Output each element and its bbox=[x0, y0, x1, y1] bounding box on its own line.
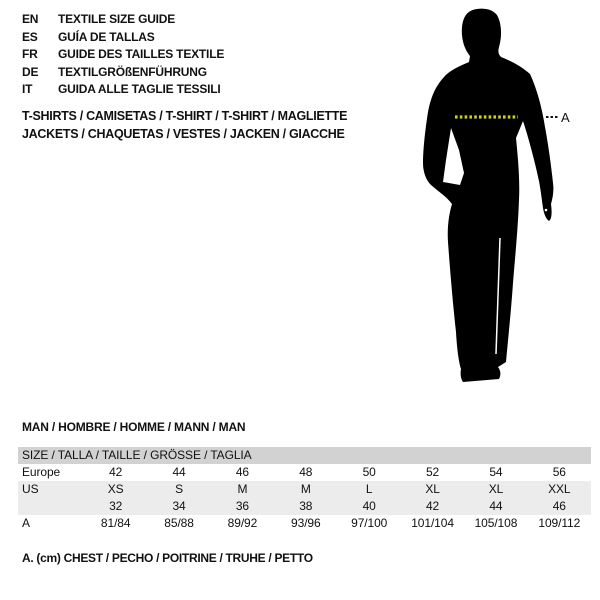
table-header: SIZE / TALLA / TAILLE / GRÖSSE / TAGLIA bbox=[18, 447, 591, 464]
table-cell: 97/100 bbox=[351, 516, 388, 530]
language-row-it bbox=[22, 81, 224, 99]
table-cell: XXL bbox=[548, 482, 571, 496]
table-cell: 93/96 bbox=[291, 516, 321, 530]
language-text: GUÍA DE TALLAS bbox=[58, 29, 155, 44]
language-code: IT bbox=[22, 82, 33, 96]
table-cell: 44 bbox=[172, 465, 186, 479]
language-row-de bbox=[22, 64, 224, 82]
language-row-en bbox=[22, 11, 224, 29]
table-cell: 42 bbox=[425, 499, 440, 513]
language-text: GUIDA ALLE TAGLIE TESSILI bbox=[58, 82, 221, 96]
language-row-fr bbox=[22, 46, 224, 64]
table-cell: M bbox=[300, 482, 311, 496]
table-cell: XL bbox=[488, 482, 504, 496]
table-cell: 32 bbox=[109, 499, 123, 513]
table-cell: 101/104 bbox=[411, 516, 454, 530]
table-cell: 36 bbox=[235, 499, 250, 513]
product-line-tshirts: T-SHIRTS / CAMISETAS / T-SHIRT / T-SHIRT / MAGLIETTE bbox=[22, 109, 348, 123]
row-label: Europe bbox=[22, 465, 61, 479]
language-text: GUIDE DES TAILLES TEXTILE bbox=[58, 47, 225, 61]
language-list bbox=[22, 11, 224, 99]
table-cell: 38 bbox=[299, 499, 313, 513]
table-cell: S bbox=[175, 482, 184, 496]
table-cell: 54 bbox=[489, 465, 503, 479]
man-silhouette bbox=[400, 0, 600, 400]
table-cell: XS bbox=[107, 482, 124, 496]
table-cell: 81/84 bbox=[100, 516, 131, 530]
size-table bbox=[18, 447, 591, 532]
language-text: TEXTILE SIZE GUIDE bbox=[58, 12, 176, 26]
table-cell: 52 bbox=[425, 465, 440, 479]
language-row-es bbox=[22, 29, 224, 47]
table-cell: 46 bbox=[235, 465, 250, 479]
table-row-us-letters bbox=[18, 481, 591, 498]
measure-a-label: A bbox=[561, 110, 570, 125]
table-cell: 44 bbox=[489, 499, 503, 513]
row-label: A bbox=[22, 516, 30, 530]
language-code: ES bbox=[22, 29, 38, 44]
table-cell: 46 bbox=[552, 499, 566, 513]
row-label: US bbox=[22, 482, 39, 496]
table-cell: 40 bbox=[362, 499, 376, 513]
table-cell: 50 bbox=[362, 465, 376, 479]
section-title-man: MAN / HOMBRE / HOMME / MANN / MAN bbox=[22, 420, 246, 434]
language-code: EN bbox=[22, 12, 39, 26]
table-cell: 105/108 bbox=[474, 516, 518, 530]
table-cell: 34 bbox=[172, 499, 186, 513]
table-row-europe bbox=[18, 464, 591, 481]
row-label bbox=[18, 498, 84, 515]
table-cell: 56 bbox=[552, 465, 566, 479]
table-cell: M bbox=[237, 482, 248, 496]
language-text: TEXTILGRÖßENFÜHRUNG bbox=[58, 64, 207, 79]
table-cell: 109/112 bbox=[538, 516, 581, 530]
table-cell: XL bbox=[425, 482, 440, 496]
product-line-jackets: JACKETS / CHAQUETAS / VESTES / JACKEN / GIACCHE bbox=[22, 127, 345, 141]
product-category-block bbox=[22, 107, 347, 143]
figure-area bbox=[400, 0, 600, 400]
table-cell: 89/92 bbox=[227, 516, 258, 530]
measure-footnote: A. (cm) CHEST / PECHO / POITRINE / TRUHE / PETTO bbox=[22, 551, 313, 565]
table-row-us-numbers bbox=[18, 498, 591, 515]
language-code: DE bbox=[22, 64, 39, 79]
table-cell: 42 bbox=[109, 465, 123, 479]
thumb-notch bbox=[545, 209, 548, 212]
table-row-chest-a bbox=[18, 515, 591, 532]
language-code: FR bbox=[22, 47, 38, 61]
table-cell: L bbox=[365, 482, 373, 496]
body-shape bbox=[423, 9, 553, 382]
table-cell: 48 bbox=[299, 465, 313, 479]
table-cell: 85/88 bbox=[164, 516, 194, 530]
